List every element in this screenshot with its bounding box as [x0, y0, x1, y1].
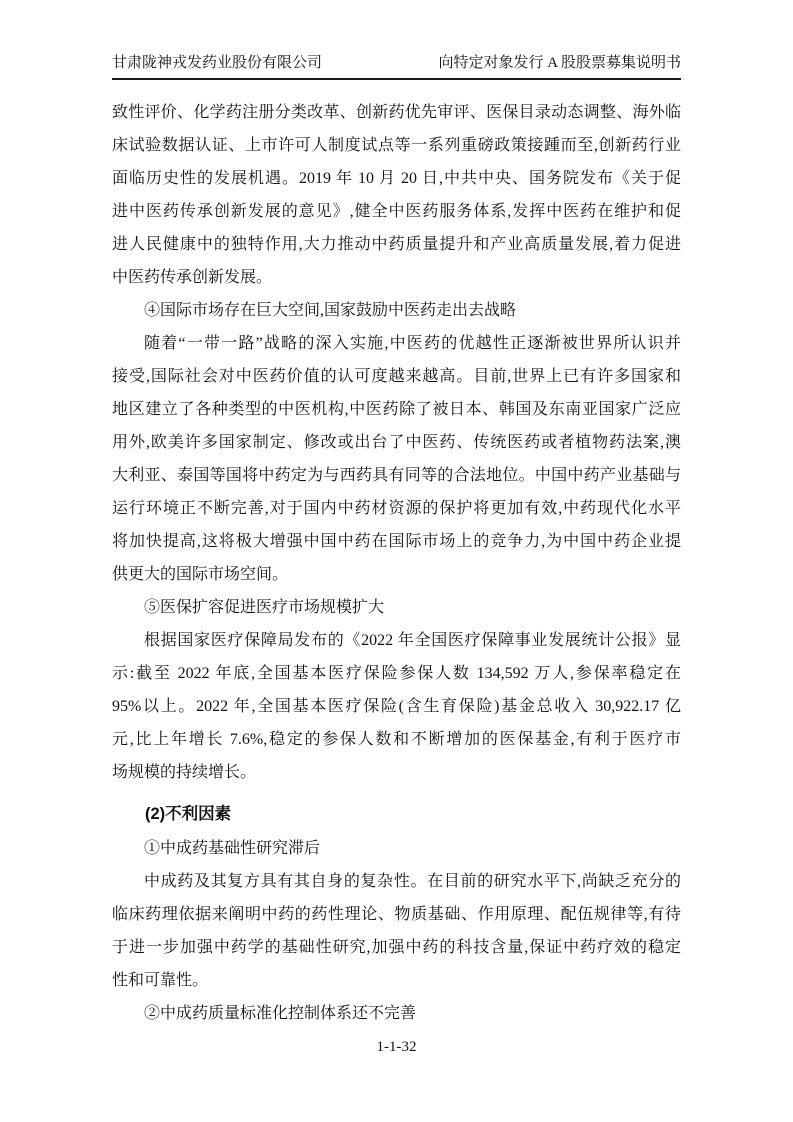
text-line: 进中医药传承创新发展的意见》,健全中医药服务体系,发挥中医药在维护和促: [112, 203, 681, 220]
paragraph: [112, 624, 681, 789]
page-footer: [0, 1036, 793, 1058]
text-line: 用外,欧美许多国家制定、修改或出台了中医药、传统医药或者植物药法案,澳: [112, 434, 681, 451]
text-line: 面临历史性的发展机遇。2019 年 10 月 20 日,中共中央、国务院发布《关于促: [112, 170, 681, 187]
paragraph: [112, 294, 681, 327]
paragraph: [112, 865, 681, 997]
paragraph: [112, 997, 681, 1030]
document-body: [112, 96, 681, 1030]
paragraph: [112, 832, 681, 865]
text-line: 致性评价、化学药注册分类改革、创新药优先审评、医保目录动态调整、海外临: [112, 104, 681, 121]
paragraph: [112, 591, 681, 624]
text-line: ④国际市场存在巨大空间,国家鼓励中医药走出去战略: [144, 302, 517, 319]
text-line: 将加快提高,这将极大增强中国中药在国际市场上的竞争力,为中国中药企业提: [112, 533, 681, 550]
text-line: ②中成药质量标准化控制体系还不完善: [144, 1005, 417, 1022]
section-heading: [112, 798, 681, 831]
text-line: 运行环境正不断完善,对于国内中药材资源的保护将更加有效,中药现代化水平: [112, 500, 681, 517]
text-line: 接受,国际社会对中医药价值的认可度越来越高。目前,世界上已有许多国家和: [112, 368, 681, 385]
text-line: 进人民健康中的独特作用,大力推动中药质量提升和产业高质量发展,着力促进: [112, 236, 681, 253]
text-line: 根据国家医疗保障局发布的《2022 年全国医疗保障事业发展统计公报》显: [144, 632, 681, 649]
header-document-title: 向特定对象发行 A 股股票募集说明书: [438, 55, 681, 71]
text-line: 供更大的国际市场空间。: [112, 566, 289, 583]
text-line: 元,比上年增长 7.6%,稳定的参保人数和不断增加的医保基金,有利于医疗市: [112, 731, 681, 748]
page-number: 1-1-32: [376, 1039, 417, 1055]
page-header: [112, 53, 681, 73]
text-line: 95%以上。2022 年,全国基本医疗保险(含生育保险)基金总收入 30,922.17 亿: [112, 698, 681, 715]
text-line: ①中成药基础性研究滞后: [144, 840, 321, 857]
text-line: 临床药理依据来阐明中药的药性理论、物质基础、作用原理、配伍规律等,有待: [112, 906, 681, 923]
header-rule: [112, 78, 681, 80]
text-line: ⑤医保扩容促进医疗市场规模扩大: [144, 599, 385, 616]
paragraph: [112, 327, 681, 591]
text-line: (2)不利因素: [145, 805, 232, 823]
text-line: 于进一步加强中药学的基础性研究,加强中药的科技含量,保证中药疗效的稳定: [112, 939, 681, 956]
text-line: 中成药及其复方具有其自身的复杂性。在目前的研究水平下,尚缺乏充分的: [144, 873, 681, 890]
text-line: 示:截至 2022 年底,全国基本医疗保险参保人数 134,592 万人,参保率稳定在: [112, 665, 681, 682]
text-line: 床试验数据认证、上市许可人制度试点等一系列重磅政策接踵而至,创新药行业: [112, 137, 681, 154]
text-line: 大利亚、泰国等国将中药定为与西药具有同等的合法地位。中国中药产业基础与: [112, 467, 681, 484]
text-line: 场规模的持续增长。: [112, 764, 257, 781]
paragraph: [112, 96, 681, 294]
header-company-name: 甘肃陇神戎发药业股份有限公司: [112, 55, 323, 71]
text-line: 性和可靠性。: [112, 972, 209, 989]
text-line: 随着“一带一路”战略的深入实施,中医药的优越性正逐渐被世界所认识并: [144, 335, 681, 352]
text-line: 地区建立了各种类型的中医机构,中医药除了被日本、韩国及东南亚国家广泛应: [112, 401, 681, 418]
text-line: 中医药传承创新发展。: [112, 269, 273, 286]
